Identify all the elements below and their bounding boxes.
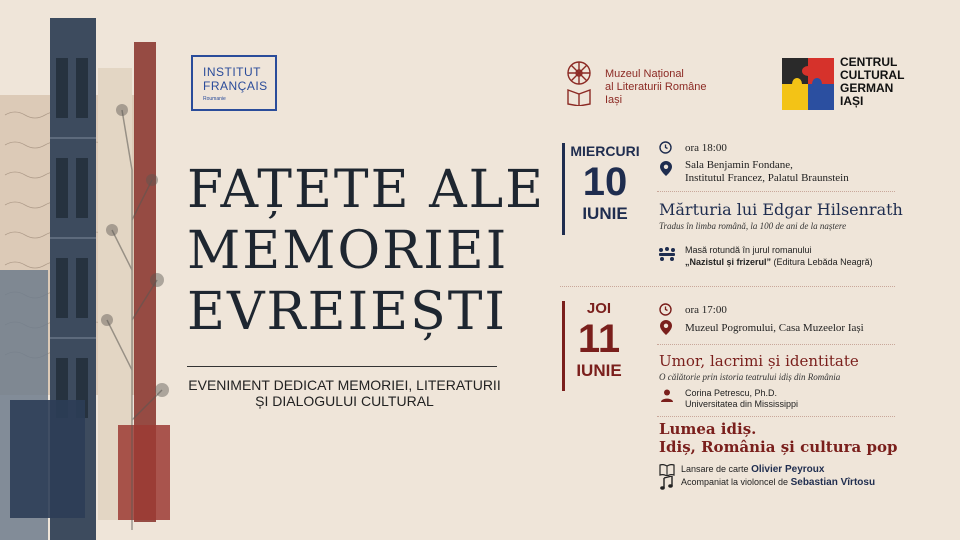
centrul-logo-text (840, 56, 904, 108)
event1-date (570, 143, 640, 224)
event2-month: IUNIE (576, 361, 622, 380)
event1-publisher: (Editura Lebăda Neagră) (773, 257, 873, 267)
event2-day: 11 (577, 317, 621, 361)
subtitle-line-1: EVENIMENT DEDICAT MEMORIEI, LITERATURII (188, 377, 501, 393)
navy-block (10, 400, 85, 518)
museum-line-3: Iași (605, 94, 623, 106)
event2-weekday: JOI (586, 300, 612, 317)
event2-subheading: O călătorie prin istoria teatrului idiș din România (659, 372, 841, 382)
event2-speaker (685, 388, 798, 410)
institut-francais-logo (191, 55, 277, 111)
event1-subheading: Tradus în limba română, la 100 de ani de la naștere (659, 221, 847, 231)
collage (0, 0, 175, 540)
subtitle-line-2: ȘI DIALOGULUI CULTURAL (255, 393, 434, 409)
event1-day: 10 (582, 160, 628, 204)
event1-heading: Mărturia lui Edgar Hilsenrath (659, 200, 903, 219)
title-line-2: MEMORIEI (187, 221, 509, 281)
book-icon (659, 464, 675, 476)
museum-logo-icon (565, 60, 593, 106)
centrul-line-4: IAȘI (840, 94, 864, 108)
logo-line-3: Roumanie (203, 96, 226, 102)
music-credit-label: Acompaniat la violoncel de (681, 477, 789, 487)
event2-date-bar (562, 301, 565, 391)
event1-weekday: MIERCURI (570, 143, 640, 159)
event1-location (685, 159, 849, 185)
event1-location-line-1: Sala Benjamin Fondane, (685, 159, 793, 171)
music-credit-name: Sebastian Vîrtosu (790, 477, 876, 488)
centrul-line-2: CULTURAL (840, 68, 905, 82)
event1-book-title: „Nazistul și frizerul” (685, 257, 772, 267)
book-launch-label: Lansare de carte (681, 464, 749, 474)
logo-line-1: INSTITUT (203, 65, 261, 79)
book-launch (681, 464, 824, 475)
title-divider (187, 366, 497, 367)
book-title-line-1: Lumea idiș. (659, 420, 757, 438)
logo-line-2: FRANÇAIS (203, 79, 268, 93)
clock-icon (659, 303, 672, 316)
round-table-icon (658, 247, 676, 261)
location-pin-icon (660, 320, 672, 335)
event1-roundtable (685, 244, 873, 268)
museum-line-1: Muzeul Național (605, 68, 684, 80)
speaker-affiliation: Universitatea din Mississippi (685, 399, 799, 409)
music-note-icon (660, 476, 673, 490)
event1-time: ora 18:00 (685, 142, 727, 154)
event2-divider-2 (657, 416, 895, 417)
event1-location-line-2: Institutul Francez, Palatul Braunstein (685, 172, 849, 184)
events-separator (560, 286, 895, 287)
event2-divider (657, 344, 895, 345)
title-line-3: EVREIEȘTI (187, 282, 507, 342)
museum-logo-text (605, 68, 707, 107)
event1-divider (657, 191, 895, 192)
title-line-1: FAȚETE ALE (187, 160, 546, 220)
speaker-name: Corina Petrescu, Ph.D. (685, 388, 778, 398)
event2-date (570, 300, 628, 381)
tree-shadow (92, 70, 172, 530)
event1-roundtable-line-1: Masă rotundă în jurul romanului (685, 245, 812, 255)
event1-date-bar (562, 143, 565, 235)
museum-line-2: al Literaturii Române (605, 81, 707, 93)
subtitle (187, 377, 502, 409)
event2-location: Muzeul Pogromului, Casa Muzeelor Iași (685, 322, 864, 334)
puzzle-logo-icon (782, 58, 834, 110)
book-title-line-2: Idiș, România și cultura pop (659, 438, 898, 456)
book-title (659, 420, 897, 456)
clock-icon (659, 141, 672, 154)
event2-heading: Umor, lacrimi și identitate (659, 352, 859, 370)
event2-time: ora 17:00 (685, 304, 727, 316)
location-pin-icon (660, 161, 672, 176)
person-icon (661, 389, 673, 402)
page-title (187, 160, 546, 343)
book-launch-name: Olivier Peyroux (751, 464, 825, 475)
event1-month: IUNIE (582, 204, 628, 223)
centrul-line-3: GERMAN (840, 81, 894, 95)
music-credit (681, 477, 875, 488)
centrul-line-1: CENTRUL (840, 55, 898, 69)
